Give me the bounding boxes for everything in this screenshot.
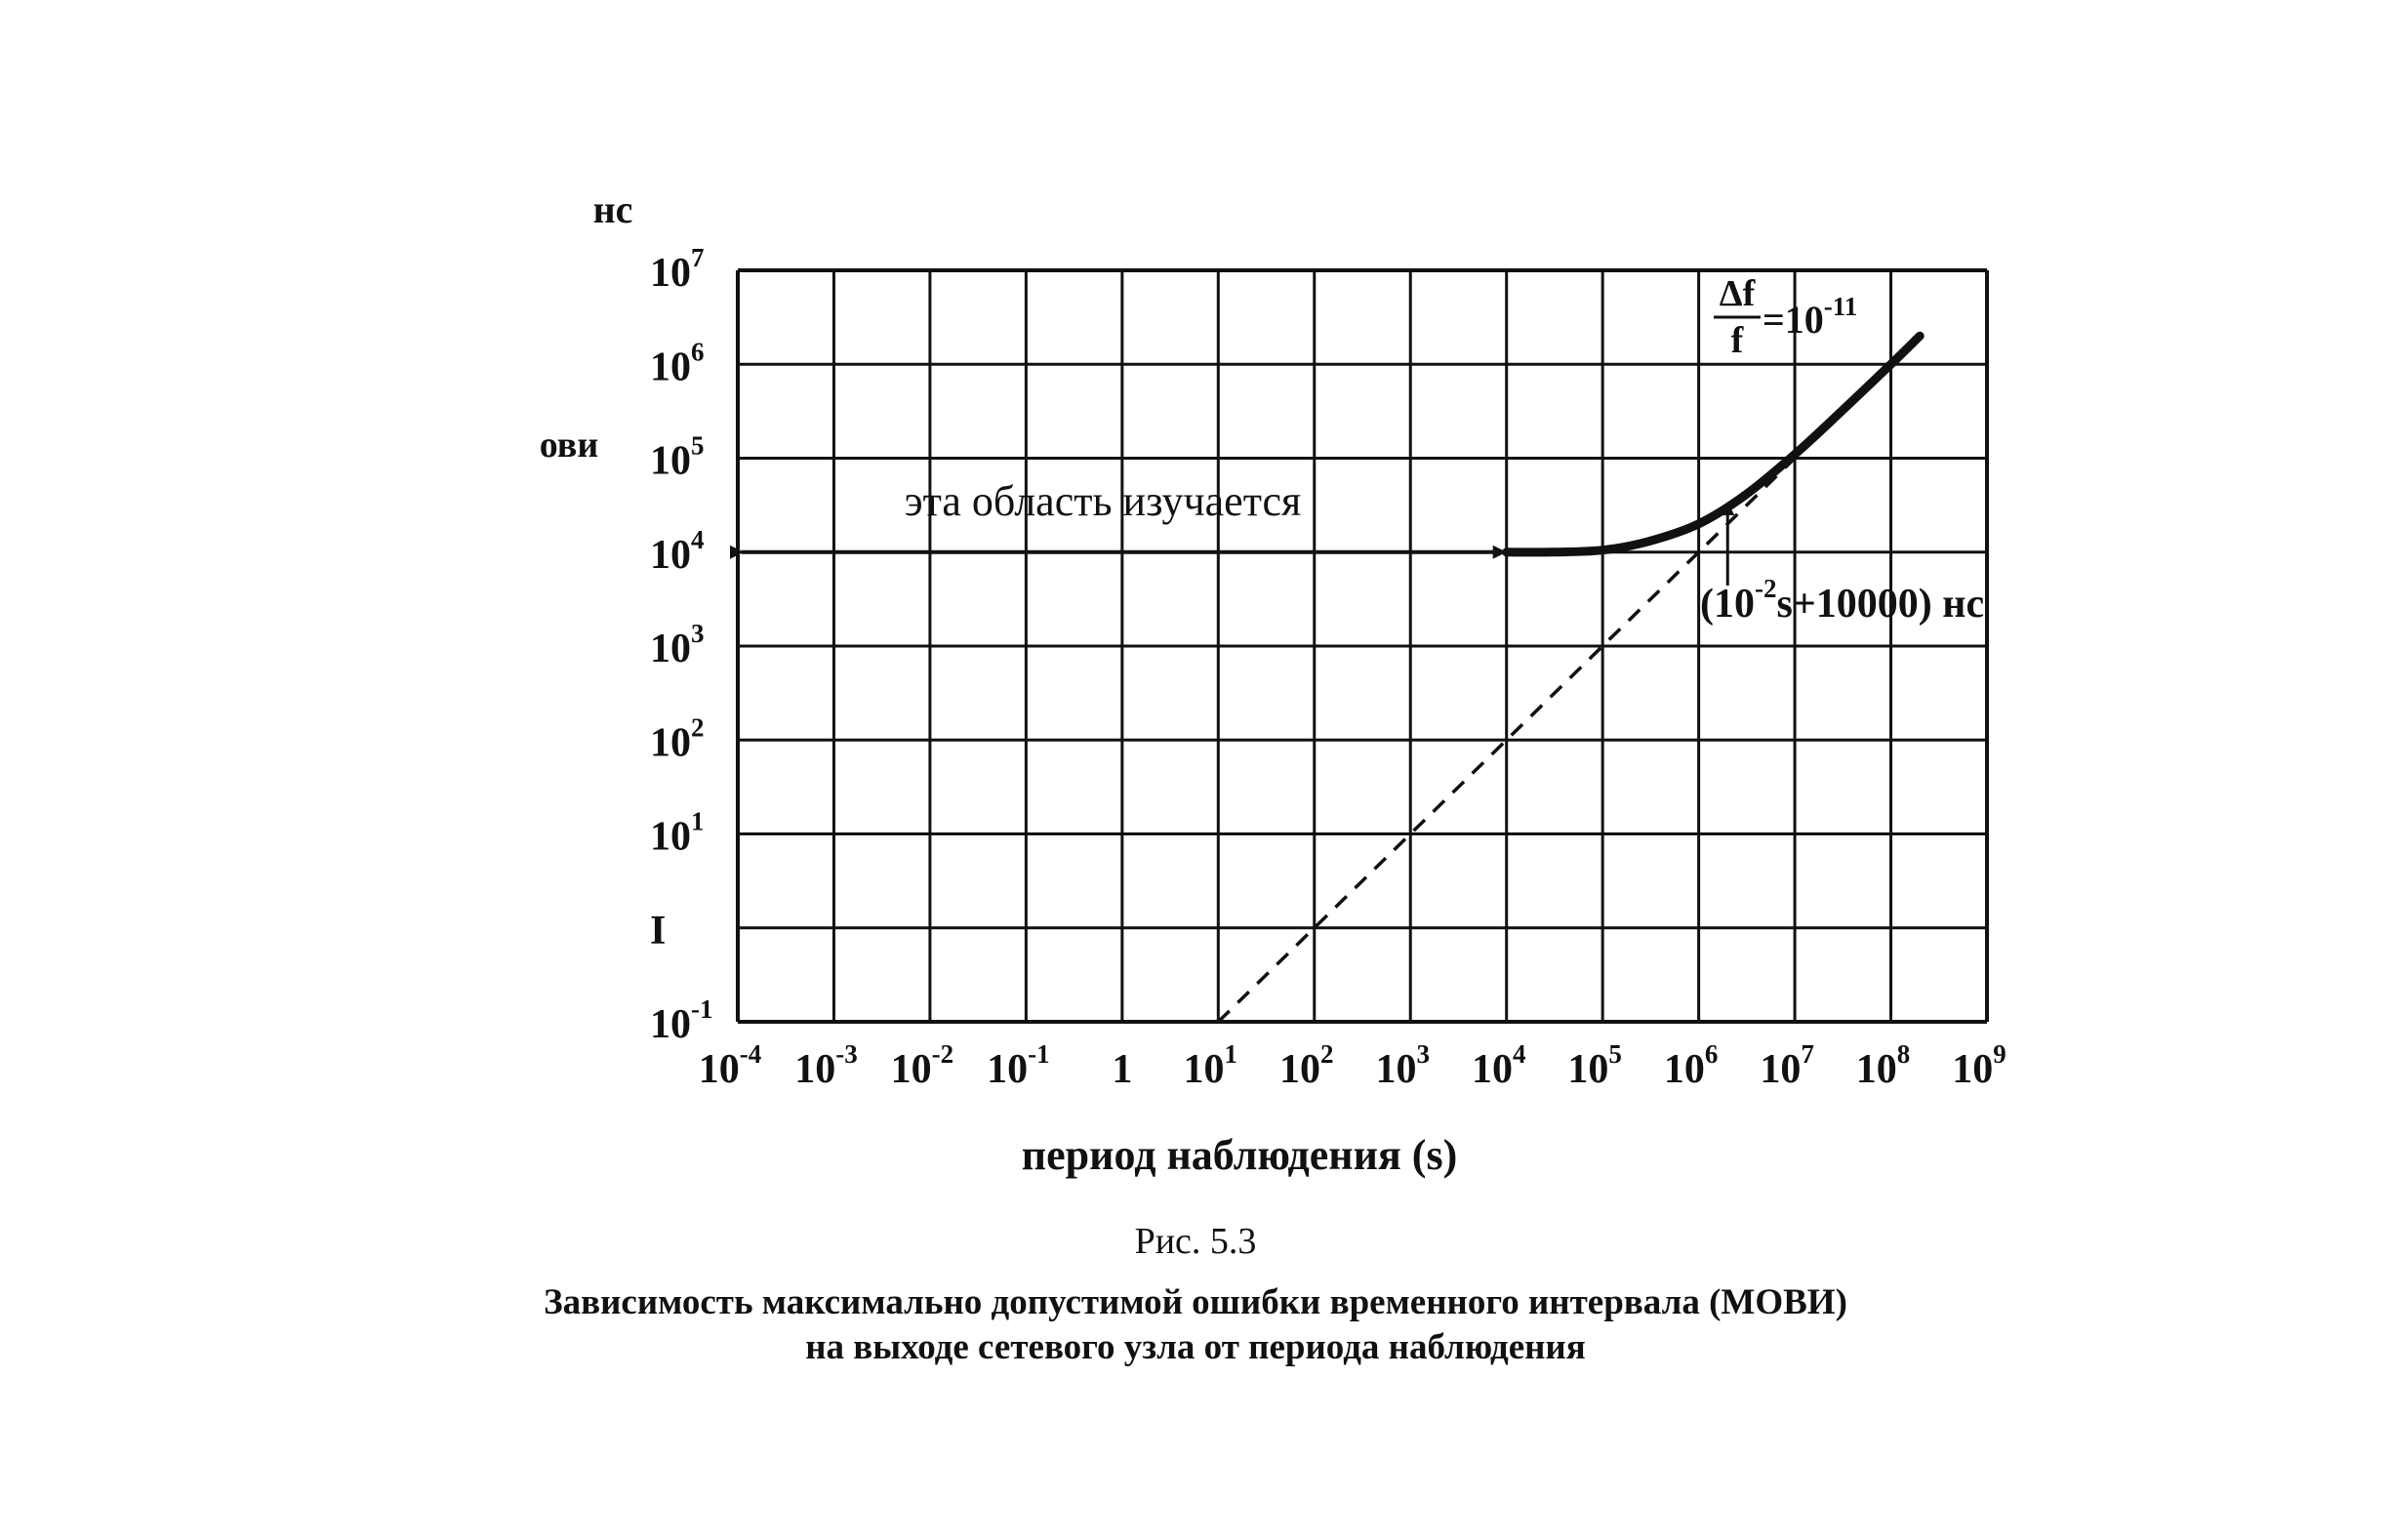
x-tick-label-5-base: 10 — [1183, 1047, 1225, 1092]
y-tick-label-4 — [650, 619, 705, 671]
slope-value-exp: -11 — [1823, 292, 1858, 321]
figure-title-line-2: на выходе сетевого узла от периода наблюдения — [805, 1327, 1586, 1367]
x-tick-label-1-exp: -3 — [835, 1039, 858, 1069]
x-tick-labels — [699, 1039, 2006, 1092]
y-tick-label-1 — [650, 909, 666, 953]
figure-title-line-1: Зависимость максимально допустимой ошибки временного интервала (МОВИ) — [544, 1282, 1847, 1322]
y-tick-label-5-base: 10 — [650, 532, 691, 578]
y-tick-label-3-exp: 2 — [691, 712, 705, 743]
series-line-1 — [1218, 364, 1890, 1022]
region-label: эта область изучается — [904, 477, 1302, 525]
x-tick-label-9-base: 10 — [1567, 1047, 1609, 1092]
x-tick-label-3 — [987, 1039, 1050, 1092]
x-tick-label-8-base: 10 — [1471, 1047, 1513, 1092]
formula-exp: -2 — [1755, 574, 1777, 603]
series-line-0 — [1507, 336, 1921, 552]
y-tick-label-1-base: I — [650, 908, 667, 953]
figure-title — [0, 1280, 2391, 1370]
y-tick-label-0-exp: -1 — [691, 994, 713, 1024]
x-tick-label-0-exp: -4 — [739, 1039, 762, 1069]
x-tick-label-13 — [1952, 1039, 2006, 1092]
y-tick-label-2 — [650, 807, 705, 860]
x-tick-label-1 — [794, 1039, 858, 1092]
x-tick-label-8 — [1472, 1039, 1526, 1092]
x-tick-label-5 — [1184, 1039, 1238, 1092]
y-tick-label-8 — [650, 243, 705, 296]
x-tick-label-6-base: 10 — [1279, 1047, 1321, 1092]
x-tick-label-0-base: 10 — [698, 1047, 740, 1092]
y-tick-label-7-exp: 6 — [691, 337, 705, 367]
x-tick-label-12-exp: 8 — [1896, 1039, 1911, 1069]
x-tick-label-13-base: 10 — [1952, 1047, 1994, 1092]
x-tick-label-5-exp: 1 — [1224, 1039, 1238, 1069]
x-tick-label-12-base: 10 — [1855, 1047, 1897, 1092]
slope-denominator: f — [1730, 320, 1744, 361]
formula-suffix: s+10000) нс — [1776, 582, 1985, 627]
y-tick-label-6 — [650, 431, 705, 484]
y-tick-label-4-exp: 3 — [691, 619, 705, 648]
y-tick-label-5-exp: 4 — [691, 524, 705, 554]
y-unit-label: нс — [592, 187, 633, 231]
x-tick-label-10-base: 10 — [1663, 1047, 1705, 1092]
y-tick-label-3 — [650, 712, 705, 765]
y-tick-label-8-base: 10 — [650, 251, 691, 296]
y-tick-label-8-exp: 7 — [691, 243, 705, 272]
x-tick-label-2-exp: -2 — [931, 1039, 954, 1069]
x-tick-label-13-exp: 9 — [1993, 1039, 2006, 1069]
x-tick-label-10-exp: 6 — [1704, 1039, 1719, 1069]
x-tick-label-11-base: 10 — [1760, 1047, 1802, 1092]
x-tick-label-8-exp: 4 — [1512, 1039, 1526, 1069]
x-axis-label: период наблюдения (s) — [1021, 1131, 1458, 1179]
x-tick-label-7-exp: 3 — [1416, 1039, 1430, 1069]
x-tick-label-3-base: 10 — [987, 1047, 1029, 1092]
y-tick-label-0-base: 10 — [650, 1002, 691, 1047]
x-tick-label-12 — [1856, 1039, 1911, 1092]
figure-number: Рис. 5.3 — [1134, 1221, 1257, 1262]
y-tick-label-6-exp: 5 — [691, 430, 705, 461]
y-tick-label-2-exp: 1 — [691, 806, 705, 836]
x-tick-label-11 — [1760, 1039, 1814, 1092]
x-tick-label-7 — [1375, 1039, 1430, 1092]
slope-value-base: =10 — [1763, 298, 1824, 342]
x-tick-label-0 — [699, 1039, 762, 1092]
y-tick-label-7 — [650, 337, 705, 389]
x-tick-label-2 — [891, 1039, 954, 1092]
x-tick-label-9 — [1567, 1039, 1622, 1092]
y-tick-label-3-base: 10 — [650, 720, 691, 766]
y-tick-label-6-base: 10 — [650, 438, 691, 484]
x-tick-label-2-base: 10 — [890, 1047, 932, 1092]
x-tick-label-4 — [1112, 1047, 1132, 1092]
x-tick-label-4-base: 1 — [1112, 1047, 1133, 1092]
x-tick-label-6-exp: 2 — [1320, 1039, 1334, 1069]
y-tick-label-5 — [650, 525, 705, 578]
slope-numerator: Δf — [1719, 273, 1756, 314]
x-tick-label-7-base: 10 — [1375, 1047, 1417, 1092]
formula-prefix: (10 — [1700, 582, 1755, 627]
y-tick-label-4-base: 10 — [650, 627, 691, 671]
slope-value — [1763, 292, 1857, 342]
y-tick-label-0 — [650, 994, 713, 1047]
plot-grid — [738, 270, 1987, 1022]
y-tick-label-2-base: 10 — [650, 814, 691, 860]
formula-label — [1700, 574, 1984, 627]
x-tick-label-11-exp: 7 — [1801, 1039, 1814, 1069]
series-group — [1218, 336, 1920, 1022]
x-tick-label-10 — [1664, 1039, 1719, 1092]
x-tick-label-3-exp: -1 — [1028, 1039, 1050, 1069]
x-tick-label-1-base: 10 — [794, 1047, 836, 1092]
x-tick-label-6 — [1279, 1039, 1334, 1092]
y-axis-label: ови — [539, 425, 599, 466]
y-tick-labels — [650, 243, 713, 1047]
x-tick-label-9-exp: 5 — [1608, 1039, 1622, 1069]
y-tick-label-7-base: 10 — [650, 344, 691, 390]
